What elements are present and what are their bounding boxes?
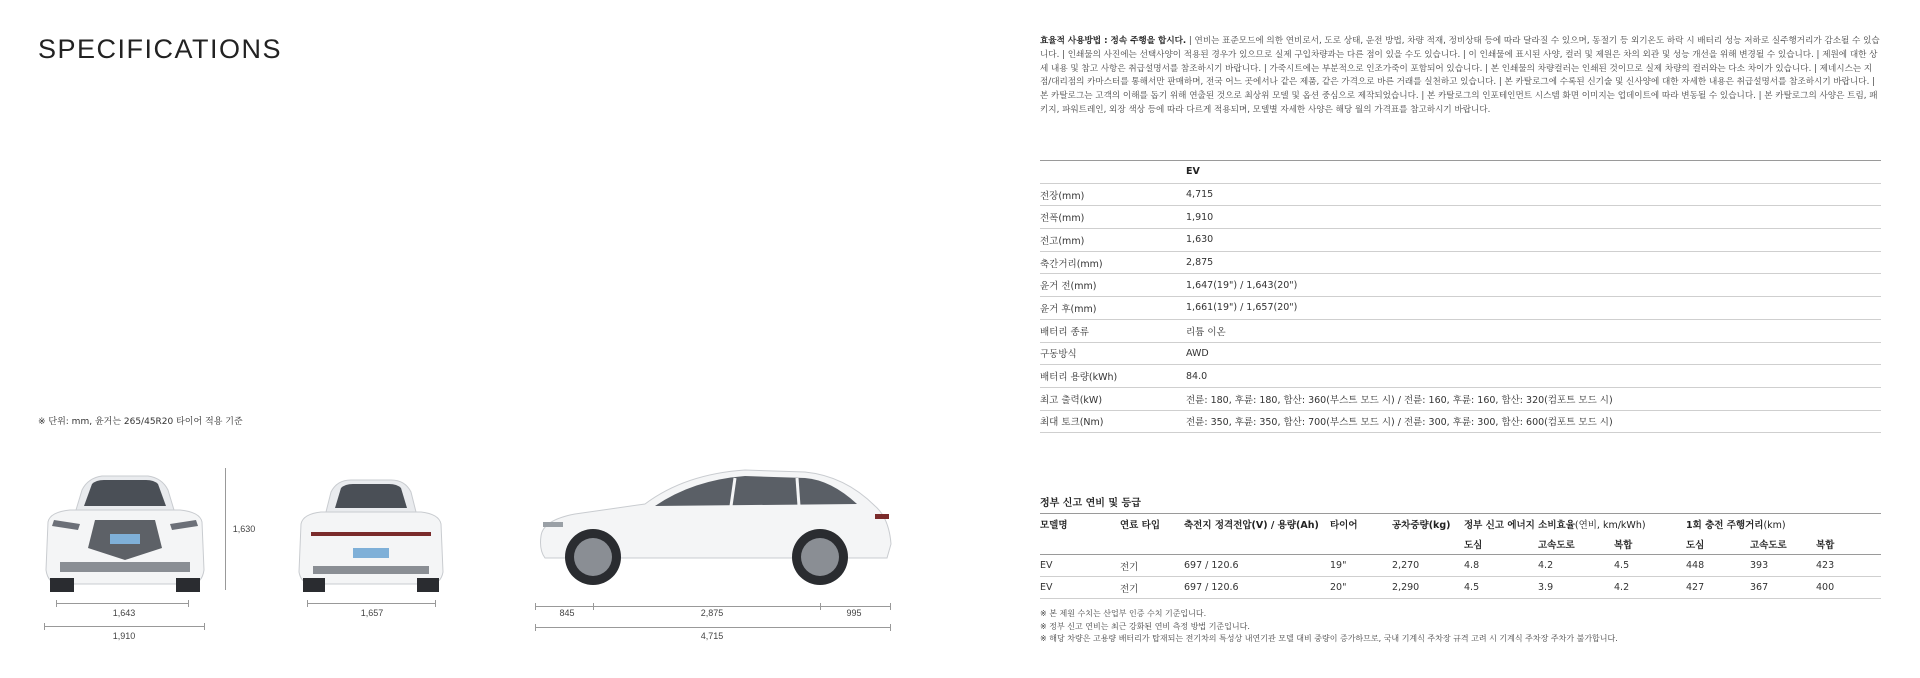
spec-header-blank: [1040, 161, 1186, 184]
fuel-cell: 4.5: [1464, 577, 1538, 599]
sub-combined: 복합: [1816, 534, 1881, 555]
fuel-table-title: 정부 신고 연비 및 등급: [1040, 498, 1141, 509]
length-label: 4,715: [700, 631, 724, 641]
spec-value: 2,875: [1186, 251, 1881, 274]
fuel-header-battery: 축전지 정격전압(V) / 용량(Ah): [1184, 514, 1330, 535]
length-line: [535, 627, 890, 628]
front-track-line: [56, 603, 188, 604]
front-height-label: 1,630: [232, 524, 256, 534]
rear-track-line: [307, 603, 435, 604]
spec-row: [1040, 274, 1881, 297]
sub-city: 도심: [1464, 534, 1538, 555]
fuel-cell: 393: [1750, 555, 1816, 577]
spec-label: 최고 출력(kW): [1040, 387, 1186, 410]
fuel-row: [1040, 555, 1881, 577]
overhang-wheelbase-line: [535, 606, 890, 607]
fuel-cell: 2,270: [1392, 555, 1464, 577]
front-width-line: [44, 626, 204, 627]
fuel-header-row: [1040, 514, 1881, 535]
unit-note: ※ 단위: mm, 윤거는 265/45R20 타이어 적용 기준: [38, 417, 243, 427]
sub-combined: 복합: [1614, 534, 1686, 555]
spec-label: 배터리 용량(kWh): [1040, 365, 1186, 388]
fuel-subheader-row: [1040, 534, 1881, 555]
spec-value: 1,661(19") / 1,657(20"): [1186, 297, 1881, 320]
sub-city: 도심: [1686, 534, 1750, 555]
fuel-header-fuel: 연료 타입: [1120, 514, 1184, 535]
fuel-cell: 2,290: [1392, 577, 1464, 599]
tick: [820, 603, 821, 610]
tick: [435, 600, 436, 607]
tick: [535, 603, 536, 610]
fuel-cell: EV: [1040, 555, 1120, 577]
disclaimer-text: [1040, 35, 1882, 118]
spec-label: 배터리 종류: [1040, 319, 1186, 342]
wheelbase-label: 2,875: [700, 608, 724, 618]
spec-row: [1040, 319, 1881, 342]
spec-value: 84.0: [1186, 365, 1881, 388]
range-lead: 1회 충전 주행거리: [1686, 520, 1764, 531]
car-side-view: [535, 458, 895, 588]
spec-value: 1,630: [1186, 229, 1881, 252]
front-width-label: 1,910: [112, 631, 136, 641]
fuel-table: [1040, 513, 1881, 599]
rear-track-label: 1,657: [360, 608, 384, 618]
sub-highway: 고속도로: [1538, 534, 1614, 555]
front-track-label: 1,643: [112, 608, 136, 618]
spec-label: 전장(mm): [1040, 183, 1186, 206]
fuel-cell: 697 / 120.6: [1184, 555, 1330, 577]
spec-table: [1040, 160, 1881, 433]
spec-row: [1040, 297, 1881, 320]
spec-value: 전륜: 180, 후륜: 180, 합산: 360(부스트 모드 시) / 전륜: 160, 후륜: 160, 합산: 320(컴포트 모드 시): [1186, 387, 1881, 410]
page-title: SPECIFICATIONS: [38, 34, 283, 64]
spec-label: 최대 토크(Nm): [1040, 410, 1186, 433]
fuel-cell: 전기: [1120, 577, 1184, 599]
spec-row: [1040, 183, 1881, 206]
tick: [890, 603, 891, 610]
fuel-note: ※ 정부 신고 연비는 최근 강화된 연비 측정 방법 기준입니다.: [1040, 621, 1250, 631]
fuel-header-model: 모델명: [1040, 514, 1120, 535]
fuel-cell: 19": [1330, 555, 1392, 577]
tick: [307, 600, 308, 607]
fuel-note: ※ 본 제원 수치는 산업부 인증 수치 기준입니다.: [1040, 609, 1207, 618]
spec-label: 윤거 전(mm): [1040, 274, 1186, 297]
tick: [44, 623, 45, 630]
fuel-cell: 20": [1330, 577, 1392, 599]
fuel-cell: 4.8: [1464, 555, 1538, 577]
spec-row: [1040, 410, 1881, 433]
spec-header-ev: EV: [1186, 161, 1881, 184]
fuel-cell: 448: [1686, 555, 1750, 577]
spec-label: 전고(mm): [1040, 229, 1186, 252]
fuel-notes: [1040, 608, 1618, 646]
spec-label: 전폭(mm): [1040, 206, 1186, 229]
fuel-cell: 전기: [1120, 555, 1184, 577]
sub-highway: 고속도로: [1750, 534, 1816, 555]
fuel-cell: 4.2: [1538, 555, 1614, 577]
fuel-cell: 4.2: [1614, 577, 1686, 599]
spec-row: [1040, 206, 1881, 229]
fuel-cell: 4.5: [1614, 555, 1686, 577]
fuel-cell: 427: [1686, 577, 1750, 599]
efficiency-unit: (연비, km/kWh): [1574, 520, 1646, 531]
fuel-cell: EV: [1040, 577, 1120, 599]
front-height-line: [225, 468, 226, 590]
tick: [188, 600, 189, 607]
spec-row: [1040, 251, 1881, 274]
fuel-cell: 400: [1816, 577, 1881, 599]
spec-label: 윤거 후(mm): [1040, 297, 1186, 320]
car-front-view: [40, 460, 210, 595]
range-unit: (km): [1763, 520, 1786, 531]
front-overhang-label: 845: [559, 608, 575, 618]
fuel-note: ※ 해당 차량은 고용량 배터리가 탑재되는 전기차의 특성상 내연기관 모델 대비 중량이 증가하므로, 국내 기계식 주차장 규격 고려 시 기계식 주차장 주차가 불가합니다.: [1040, 634, 1618, 643]
tick: [593, 603, 594, 610]
spec-row: [1040, 387, 1881, 410]
spec-row: [1040, 229, 1881, 252]
spec-label: 구동방식: [1040, 342, 1186, 365]
fuel-cell: 697 / 120.6: [1184, 577, 1330, 599]
spec-value: 4,715: [1186, 183, 1881, 206]
fuel-cell: 367: [1750, 577, 1816, 599]
fuel-header-weight: 공차중량(kg): [1392, 514, 1464, 535]
fuel-cell: 423: [1816, 555, 1881, 577]
fuel-header-tire: 타이어: [1330, 514, 1392, 535]
spec-row: [1040, 365, 1881, 388]
fuel-cell: 3.9: [1538, 577, 1614, 599]
spec-value: 1,910: [1186, 206, 1881, 229]
spec-value: AWD: [1186, 342, 1881, 365]
fuel-header-efficiency: [1464, 514, 1686, 535]
spec-row: [1040, 342, 1881, 365]
spec-value: 리튬 이온: [1186, 319, 1881, 342]
fuel-row: [1040, 577, 1881, 599]
rear-overhang-label: 995: [846, 608, 862, 618]
efficiency-lead: 정부 신고 에너지 소비효율: [1464, 520, 1575, 531]
fuel-header-range: [1686, 514, 1881, 535]
spec-value: 1,647(19") / 1,643(20"): [1186, 274, 1881, 297]
spec-value: 전륜: 350, 후륜: 350, 합산: 700(부스트 모드 시) / 전륜: 300, 후륜: 300, 합산: 600(컴포트 모드 시): [1186, 410, 1881, 433]
disclaimer-lead: 효율적 사용방법 : 정속 주행을 합시다.: [1040, 36, 1187, 46]
tick: [535, 624, 536, 631]
tick: [204, 623, 205, 630]
spec-label: 축간거리(mm): [1040, 251, 1186, 274]
car-rear-view: [295, 468, 447, 594]
spec-header-row: [1040, 161, 1881, 184]
disclaimer-body: | 연비는 표준모드에 의한 연비로서, 도로 상태, 운전 방법, 차량 적재, 정비상태 등에 따라 달라질 수 있으며, 동절기 등 외기온도 하락 시 배터리 성능 저하로 실주행거리가 감소될 수 있습니다. | 인쇄물의 사진에는 선택사양이 적용된 경우가 있으므로 실제 구입차량과는 다른 점이 있을 수도 있습니다. | 이 인쇄물에 표시된 사양, 컬러 및 제원은 차의 외관 및 성능 개선을 위해 변경될 수 있습니다. | 제원에 대한 상세 내용 및 참고 사항은 취급설명서를 참조하시기 바랍니다. | 가죽시트에는 부분적으로 인조가죽이 포함되어 있습니다. | 본 인쇄물의 차량컬러는 인쇄된 것이므로 실제 차량의 컬러와는 다소 차이가 있습니다. | 제네시스는 지점/대리점의 카마스터를 통해서만 판매하며, 전국 어느 곳에서나 같은 제품, 같은 가격으로 바른 거래를 실천하고 있습니다. | 본 카탈로그에 수록된 신기술 및 신사양에 대한 자세한 내용은 취급설명서를 참조하시기 바랍니다. | 본 카탈로그는 고객의 이해를 돕기 위해 연출된 것으로 최상위 모델 및 옵션 중심으로 제작되었습니다. | 본 카탈로그의 인포테인먼트 시스템 화면 이미지는 업데이트에 따라 변동될 수 있습니다. | 본 카탈로그의 사양은 트림, 패키지, 파워트레인, 외장 색상 등에 따라 다르게 적용되며, 모델별 자세한 사양은 해당 월의 가격표를 참고하시기 바랍니다.: [1040, 36, 1880, 115]
tick: [56, 600, 57, 607]
tick: [890, 624, 891, 631]
